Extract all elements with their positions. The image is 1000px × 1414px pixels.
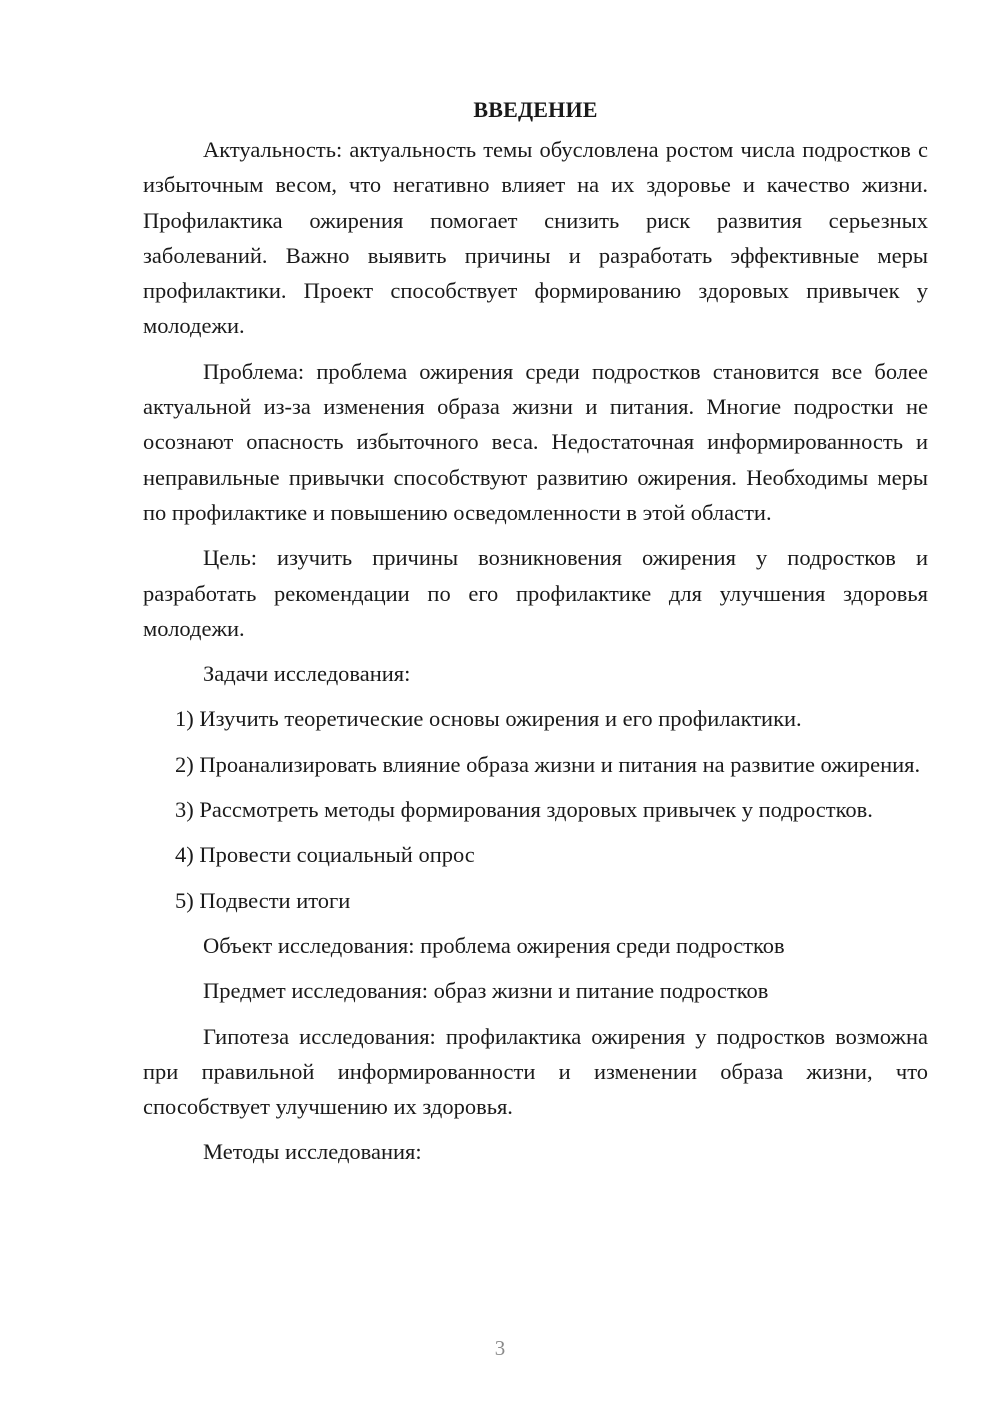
task-item-4: 4) Провести социальный опрос xyxy=(175,842,475,868)
relevance-paragraph: Актуальность: актуальность темы обусловлена ростом числа подростков с избыточным весом, что негативно влияет на их здоровье и качество жизни. Профилактика ожирения помогает снизить риск развития серьезных заболеваний. Важно выявить причины и разработать эффективные меры профилактики. Проект способствует формированию здоровых привычек у молодежи. xyxy=(143,137,928,339)
problem-paragraph: Проблема: проблема ожирения среди подростков становится все более актуальной из-за изменения образа жизни и питания. Многие подростки не осознают опасность избыточного веса. Недостаточная информированность и неправильные привычки способствуют развитию ожирения. Необходимы меры по профилактике и повышению осведомленности в этой области. xyxy=(143,358,928,525)
task-item-3: 3) Рассмотреть методы формирования здоровых привычек у подростков. xyxy=(175,797,873,823)
task-item-1: 1) Изучить теоретические основы ожирения и его профилактики. xyxy=(175,706,802,732)
document-body xyxy=(143,95,928,1180)
goal-paragraph: Цель: изучить причины возникновения ожирения у подростков и разработать рекомендации по его профилактике для улучшения здоровья молодежи. xyxy=(143,545,928,641)
research-subject-paragraph: Предмет исследования: образ жизни и питание подростков xyxy=(203,978,769,1004)
research-object-paragraph: Объект исследования: проблема ожирения среди подростков xyxy=(203,932,785,958)
page-number: 3 xyxy=(494,1336,506,1360)
tasks-heading: Задачи исследования: xyxy=(203,661,411,687)
section-title: ВВЕДЕНИЕ xyxy=(473,97,598,122)
methods-heading: Методы исследования: xyxy=(203,1139,422,1165)
task-item-2: 2) Проанализировать влияние образа жизни и питания на развитие ожирения. xyxy=(175,751,921,777)
hypothesis-paragraph: Гипотеза исследования: профилактика ожирения у подростков возможна при правильной информированности и изменении образа жизни, что способствует улучшению их здоровья. xyxy=(143,1023,928,1120)
task-item-5: 5) Подвести итоги xyxy=(175,887,351,913)
